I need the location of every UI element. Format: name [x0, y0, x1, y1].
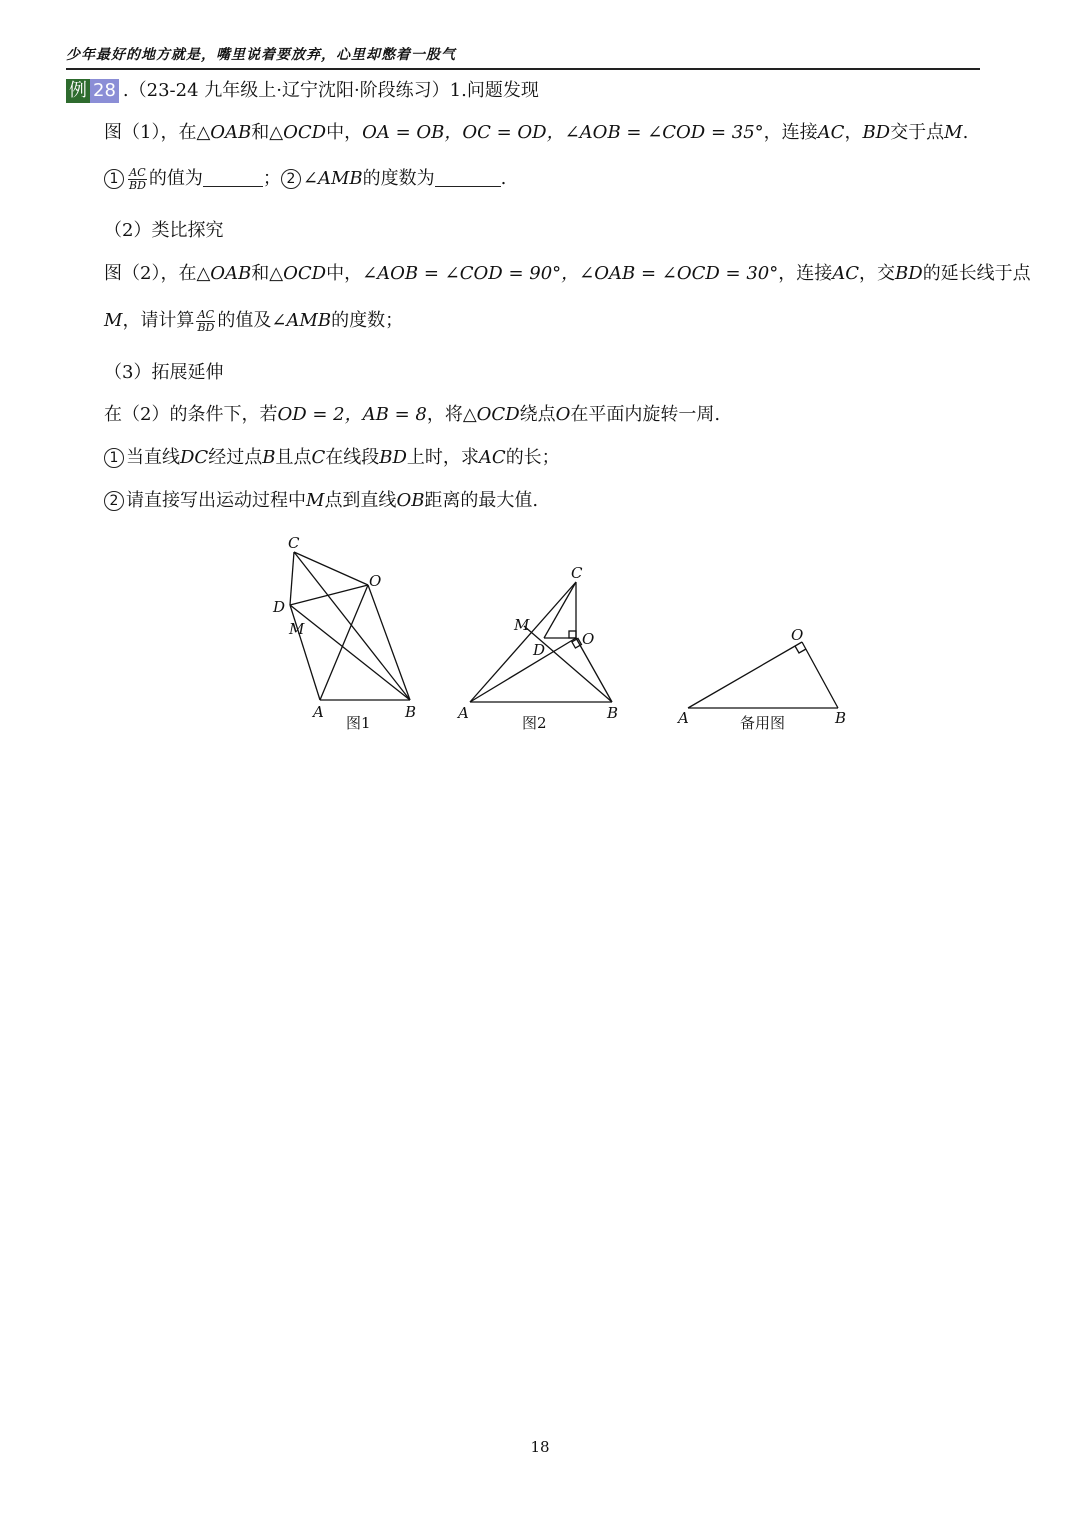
- text: 在平面内旋转一周.: [570, 404, 721, 425]
- math-conditions: OA = OB，OC = OD，∠AOB = ∠COD = 35°: [362, 122, 764, 143]
- fraction-ac-bd: [128, 167, 147, 192]
- math-conditions: ∠AOB = ∠COD = 90°，∠OAB = ∠OCD = 30°: [362, 263, 779, 284]
- fig2-label-a: A: [458, 704, 469, 722]
- text: 当直线: [126, 447, 180, 468]
- math-ocd: OCD: [283, 122, 327, 143]
- fig1-label-d: D: [273, 598, 286, 616]
- math-ac: AC: [478, 447, 506, 468]
- fig2-caption: 图2: [522, 714, 547, 732]
- answer-blank-2[interactable]: [435, 168, 501, 187]
- fig3-label-a: A: [678, 709, 689, 727]
- problem-title: [66, 78, 539, 104]
- part2-statement: [104, 261, 1031, 287]
- fig2-label-d: D: [533, 641, 546, 659]
- text: 交于点: [890, 122, 945, 143]
- text: ，将△: [426, 404, 477, 425]
- fig1-label-b: B: [405, 703, 417, 721]
- text: 在（2）的条件下，若: [104, 404, 278, 425]
- text: 的度数；: [331, 310, 404, 331]
- figure-backup: [688, 642, 838, 708]
- text: 经过点: [208, 447, 263, 468]
- fraction-ac-bd: [196, 309, 215, 334]
- segment-dc: [544, 582, 576, 638]
- part3-heading: （3）拓展延伸: [104, 362, 224, 383]
- text: 上时，求: [406, 447, 479, 468]
- denominator: BD: [129, 178, 146, 192]
- math-ac: AC: [832, 263, 860, 284]
- geometry-figures: [260, 530, 860, 740]
- page-number: 18: [530, 1438, 550, 1456]
- numerator: AC: [129, 165, 146, 179]
- math-angle-amb: ∠AMB: [302, 168, 363, 189]
- text: 中，: [326, 263, 363, 284]
- numerator: AC: [197, 307, 215, 321]
- segment-oa: [320, 585, 368, 700]
- text: .: [962, 122, 969, 143]
- segment-do: [290, 585, 368, 605]
- fig1-label-o: O: [369, 572, 382, 590]
- text: 且点: [275, 447, 312, 468]
- math-b: B: [262, 447, 276, 468]
- math-ob: OB: [396, 490, 425, 511]
- right-angle-mark-o: [569, 631, 576, 638]
- circled-number: 1: [104, 169, 124, 189]
- text: 图（1），在△: [104, 122, 211, 143]
- text: 的值及: [217, 310, 272, 331]
- math-oab: OAB: [210, 263, 252, 284]
- text: 距离的最大值.: [424, 490, 539, 511]
- text: 的值为: [148, 168, 203, 189]
- math-ac: AC: [817, 122, 845, 143]
- math-ocd: OCD: [476, 404, 520, 425]
- text: ，连接: [778, 263, 833, 284]
- text: 和△: [251, 263, 284, 284]
- segment-ob: [802, 642, 838, 708]
- fig2-label-c: C: [571, 564, 583, 582]
- segment-ao: [688, 642, 802, 708]
- text: 的延长线于点: [922, 263, 1031, 284]
- math-m: M: [104, 310, 123, 331]
- example-badge: 例: [66, 79, 90, 103]
- math-oab: OAB: [210, 122, 252, 143]
- fig3-caption: 备用图: [740, 714, 786, 732]
- segment-co: [294, 552, 368, 585]
- question1: [104, 166, 506, 192]
- subquestion-1: [104, 445, 560, 471]
- fig1-label-c: C: [288, 534, 300, 552]
- math-c: C: [311, 447, 326, 468]
- segment-ac: [470, 582, 576, 702]
- fig3-label-o: O: [791, 626, 804, 644]
- answer-blank-1[interactable]: [203, 168, 263, 187]
- text: 请直接写出运动过程中: [126, 490, 306, 511]
- part2-heading: （2）类比探究: [104, 220, 224, 241]
- circled-number: 2: [104, 491, 124, 511]
- math-bd: BD: [379, 447, 407, 468]
- part3-statement: [104, 402, 720, 428]
- problem-source: .（23-24 九年级上·辽宁沈阳·阶段练习）1.问题发现: [122, 80, 539, 101]
- fig1-caption: 图1: [346, 714, 371, 732]
- subquestion-2: [104, 488, 538, 514]
- math-angle-amb: ∠AMB: [271, 310, 332, 331]
- math-bd: BD: [862, 122, 891, 143]
- circled-number: 1: [104, 448, 124, 468]
- denominator: BD: [197, 320, 215, 334]
- math-m: M: [944, 122, 963, 143]
- fig2-label-b: B: [607, 704, 619, 722]
- math-o: O: [555, 404, 571, 425]
- math-conditions: OD = 2，AB = 8: [277, 404, 427, 425]
- page-header: [66, 46, 980, 70]
- fig2-label-m: M: [514, 616, 530, 634]
- text: ，连接: [763, 122, 818, 143]
- fig1-label-a: A: [313, 703, 324, 721]
- example-number: 28: [90, 79, 119, 103]
- text: .: [500, 168, 507, 189]
- text: 和△: [251, 122, 284, 143]
- fig2-label-o: O: [582, 630, 595, 648]
- math-dc: DC: [180, 447, 209, 468]
- text: ；: [262, 168, 281, 189]
- fig1-label-m: M: [289, 620, 305, 638]
- text: 的度数为: [362, 168, 435, 189]
- part2-question: [104, 308, 403, 334]
- figure-1: [290, 552, 410, 700]
- circled-number: 2: [281, 169, 301, 189]
- text: 的长；: [505, 447, 560, 468]
- math-ocd: OCD: [283, 263, 327, 284]
- math-bd: BD: [895, 263, 923, 284]
- text: 点到直线: [324, 490, 397, 511]
- segment-cb: [294, 552, 410, 700]
- fig3-label-b: B: [835, 709, 847, 727]
- text: 中，: [326, 122, 363, 143]
- figures-area: [260, 530, 860, 740]
- segment-cd: [290, 552, 294, 605]
- math-m: M: [306, 490, 325, 511]
- text: 在线段: [325, 447, 380, 468]
- text: 图（2），在△: [104, 263, 211, 284]
- text: ，请计算: [122, 310, 195, 331]
- header-motto: 少年最好的地方就是，嘴里说着要放弃，心里却憋着一股气: [66, 47, 456, 63]
- segment-ao: [470, 638, 576, 702]
- text: ，交: [859, 263, 896, 284]
- text: 绕点: [519, 404, 556, 425]
- text: ，: [844, 122, 863, 143]
- part1-statement: [104, 120, 968, 146]
